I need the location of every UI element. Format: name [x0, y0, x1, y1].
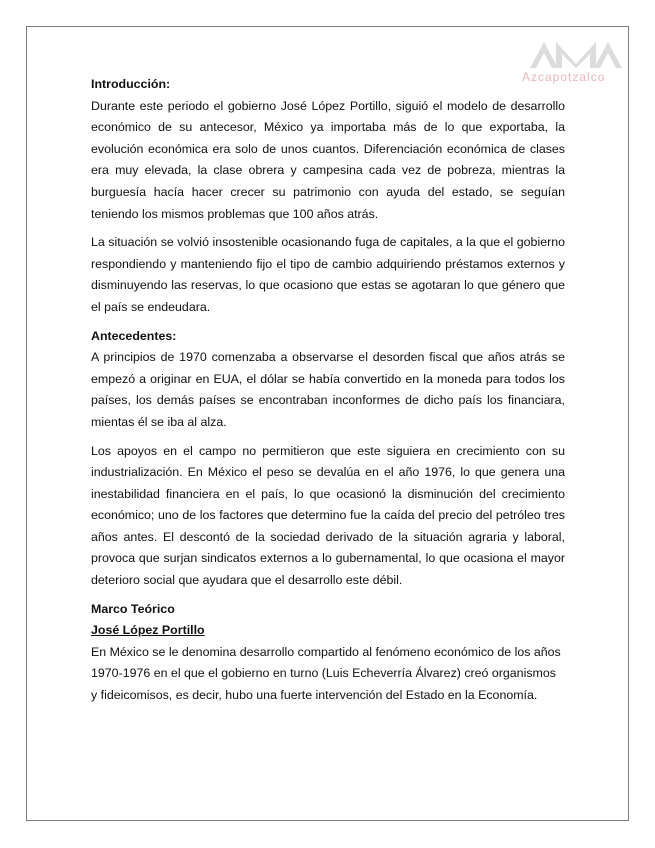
- heading-antecedentes: Antecedentes:: [91, 328, 177, 343]
- subheading-jose-lopez-portillo: José López Portillo: [91, 623, 205, 638]
- heading-introduccion: Introducción:: [91, 77, 171, 91]
- paragraph-marco-1: En México se le denomina desarrollo compartido al fenómeno económico de los años 1970-1976 en el que el gobierno en turno (Luis Echeverría Álvarez) creó organismos y fideicomisos, es decir, hubo una fuerte intervención del Estado en la Economía.: [91, 644, 561, 703]
- document-body: [91, 74, 565, 707]
- paragraph-antecedentes-1: A principios de 1970 comenzaba a observarse el desorden fiscal que años atrás se empezó a originar en EUA, el dólar se había convertido en la moneda para todos los países, los demás países se encontraban inconformes de dicho país los financiara, mientas él se iba al alza.: [91, 350, 565, 429]
- paragraph-introduccion-1: Durante este periodo el gobierno José López Portillo, siguió el modelo de desarrollo económico de su antecesor, México ya importaba más de lo que exportaba, la evolución económica era solo de unos cuantos. Diferenciación económica de clases era muy elevada, la clase obrera y campesina cada vez de pobreza, mientras la burguesía hacía hacer crecer su patrimonio con ayuda del estado, se seguían teniendo los mismos problemas que 100 años atrás.: [91, 98, 565, 221]
- paragraph-antecedentes-2: Los apoyos en el campo no permitieron que este siguiera en crecimiento con su industrialización. En México el peso se devalúa en el año 1976, lo que genera una inestabilidad financiera en el país, lo que ocasionó la disminución del crecimiento económico; uno de los factores que determino fue la caída del precio del petróleo tres años antes. El descontó de la sociedad derivado de la situación agraria y laboral, provoca que surjan sindicatos externos a lo gubernamental, lo que ocasiona el mayor deterioro social que ayudara que el desarrollo este débil.: [91, 443, 565, 588]
- logo-text: Azcapotzalco: [522, 70, 606, 84]
- uam-logo-icon: [528, 40, 624, 70]
- paragraph-introduccion-2: La situación se volvió insostenible ocasionando fuga de capitales, a la que el gobierno respondiendo y manteniendo fijo el tipo de cambio adquiriendo préstamos externos y disminuyendo las reservas, lo que ocasiono que estas se agotaran lo que género que el país se endeudara.: [91, 235, 565, 314]
- heading-marco-teorico: Marco Teórico: [91, 601, 175, 616]
